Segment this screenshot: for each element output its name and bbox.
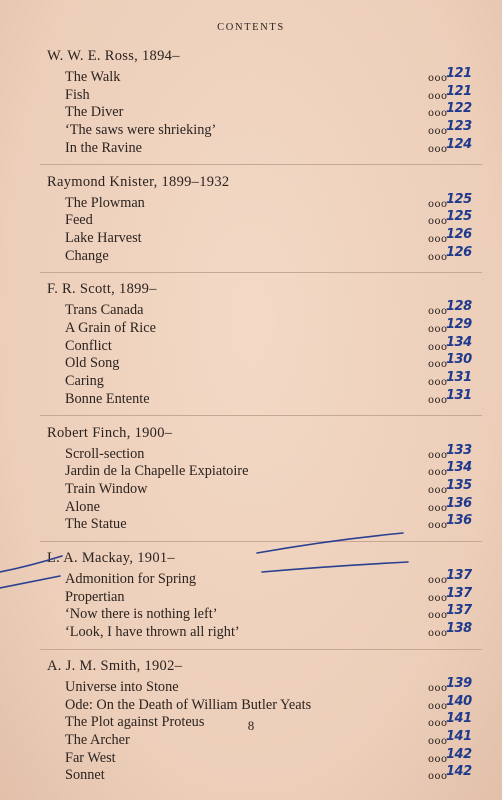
handwritten-page-number: 134: [446, 460, 472, 476]
handwritten-page-number: 131: [446, 370, 472, 386]
toc-entry-title: ‘Look, I have thrown all right’: [65, 624, 240, 641]
toc-entry-page-placeholder: ooo: [428, 216, 448, 228]
handwritten-page-number: 121: [446, 83, 472, 99]
toc-entry-title: Conflict: [65, 337, 112, 354]
pen-stroke-4: [262, 562, 408, 572]
handwritten-page-number: 140: [446, 693, 472, 709]
toc-entry-title: The Walk: [65, 69, 121, 85]
pen-stroke-2: [0, 556, 62, 572]
toc-entry-page-placeholder: ooo: [428, 233, 448, 245]
toc-entry-title: The Statue: [65, 516, 127, 533]
toc-entry-title: Train Window: [65, 480, 148, 497]
handwritten-page-number: 139: [446, 675, 472, 691]
handwritten-page-number: 131: [446, 387, 472, 403]
toc-entry-page-placeholder: ooo: [428, 90, 448, 102]
toc-entry-page-placeholder: ooo: [428, 449, 448, 461]
author-heading: A. J. M. Smith, 1902–: [47, 657, 183, 674]
toc-entry-page-placeholder: ooo: [428, 592, 448, 604]
pen-stroke-3: [0, 576, 60, 588]
toc-entry-page-placeholder: ooo: [428, 682, 448, 694]
handwritten-page-number: 142: [446, 746, 472, 762]
toc-entry-page-placeholder: ooo: [428, 143, 448, 155]
author-heading: L. A. Mackay, 1901–: [47, 550, 175, 566]
toc-entry-page-placeholder: ooo: [428, 718, 448, 730]
handwritten-page-number: 126: [446, 226, 472, 242]
toc-entry-title: Fish: [65, 86, 90, 103]
toc-entry-page-placeholder: ooo: [428, 575, 448, 586]
toc-entry-title: Jardin de la Chapelle Expiatoire: [65, 463, 249, 480]
author-heading: F. R. Scott, 1899–: [47, 281, 157, 298]
handwritten-page-number: 125: [446, 209, 472, 225]
handwritten-page-number: 135: [446, 477, 472, 493]
page-header: CONTENTS: [217, 22, 285, 33]
toc-entry-page-placeholder: ooo: [428, 700, 448, 712]
toc-entry-title: Change: [65, 247, 109, 264]
toc-entry-page-placeholder: ooo: [428, 771, 448, 783]
author-heading: Robert Finch, 1900–: [47, 424, 173, 441]
handwritten-page-number: 137: [446, 568, 472, 583]
toc-entry-title: Alone: [65, 498, 100, 515]
handwritten-page-number: 126: [446, 244, 472, 260]
toc-entry-title: Trans Canada: [65, 302, 144, 319]
handwritten-page-number: 136: [446, 513, 472, 529]
toc-entry-title: The Archer: [65, 731, 130, 748]
toc-entry-title: ‘The saws were shrieking’: [65, 122, 217, 139]
handwritten-page-number: 142: [446, 764, 472, 780]
toc-entry-title: Bonne Entente: [65, 390, 150, 407]
handwritten-page-number: 121: [446, 66, 472, 81]
toc-entry-page-placeholder: ooo: [428, 251, 448, 263]
toc-entry-title: The Diver: [65, 104, 124, 121]
toc-entry-page-placeholder: ooo: [428, 394, 448, 406]
toc-entry-page-placeholder: ooo: [428, 306, 448, 318]
toc-entry-page-placeholder: ooo: [428, 484, 448, 496]
toc-entry-title: Old Song: [65, 355, 120, 372]
toc-entry-page-placeholder: ooo: [428, 359, 448, 371]
handwritten-page-number: 123: [446, 119, 472, 135]
toc-entry-page-placeholder: ooo: [428, 502, 448, 514]
handwritten-page-number: 136: [446, 495, 472, 511]
handwritten-page-number: 141: [446, 711, 472, 727]
toc-entry-title: ‘Now there is nothing left’: [65, 606, 218, 623]
pen-stroke-1: [257, 533, 403, 553]
toc-entry-title: Ode: On the Death of William Butler Yeats: [65, 696, 312, 713]
toc-entry-title: The Plowman: [65, 194, 145, 211]
handwritten-page-number: 124: [446, 136, 472, 152]
toc-entry-title: Sonnet: [65, 767, 105, 784]
toc-entry-page-placeholder: ooo: [428, 377, 448, 389]
author-heading: W. W. E. Ross, 1894–: [47, 48, 180, 64]
author-heading: Raymond Knister, 1899–1932: [47, 173, 230, 190]
toc-entry-title: Universe into Stone: [65, 678, 179, 695]
handwritten-page-number: 128: [446, 299, 472, 315]
toc-entry-page-placeholder: ooo: [428, 628, 448, 640]
handwritten-page-number: 137: [446, 585, 472, 601]
toc-entry-title: The Plot against Proteus: [65, 714, 205, 731]
handwritten-page-number: 125: [446, 191, 472, 207]
toc-entry-page-placeholder: ooo: [428, 520, 448, 532]
toc-entry-page-placeholder: ooo: [428, 610, 448, 622]
toc-entry-title: Caring: [65, 373, 104, 390]
toc-entry-page-placeholder: ooo: [428, 324, 448, 335]
toc-entry-title: Feed: [65, 212, 93, 229]
handwritten-page-number: 141: [446, 728, 472, 744]
handwritten-page-number: 134: [446, 334, 472, 350]
handwritten-page-number: 137: [446, 603, 472, 619]
toc-entry-page-placeholder: ooo: [428, 73, 448, 84]
toc-entry-title: A Grain of Rice: [65, 320, 156, 336]
toc-entry-page-placeholder: ooo: [428, 108, 448, 120]
page-number: 8: [247, 718, 255, 733]
toc-entry-title: Propertian: [65, 588, 125, 605]
toc-entry-page-placeholder: ooo: [428, 341, 448, 353]
toc-entry-page-placeholder: ooo: [428, 753, 448, 765]
toc-entry-title: Scroll-section: [65, 445, 145, 462]
toc-entry-page-placeholder: ooo: [428, 198, 448, 210]
toc-entry-title: In the Ravine: [65, 139, 143, 156]
toc-entry-page-placeholder: ooo: [428, 467, 448, 479]
toc-entry-page-placeholder: ooo: [428, 735, 448, 747]
toc-entry-page-placeholder: ooo: [428, 126, 448, 138]
handwritten-page-number: 138: [446, 621, 472, 637]
handwritten-page-number: 122: [446, 101, 472, 117]
handwritten-page-number: 129: [446, 317, 472, 332]
toc-entry-title: Lake Harvest: [65, 229, 142, 246]
handwritten-page-number: 133: [446, 442, 472, 458]
handwritten-page-number: 130: [446, 352, 472, 368]
toc-entry-title: Far West: [65, 749, 116, 766]
toc-entry-title: Admonition for Spring: [65, 571, 197, 587]
